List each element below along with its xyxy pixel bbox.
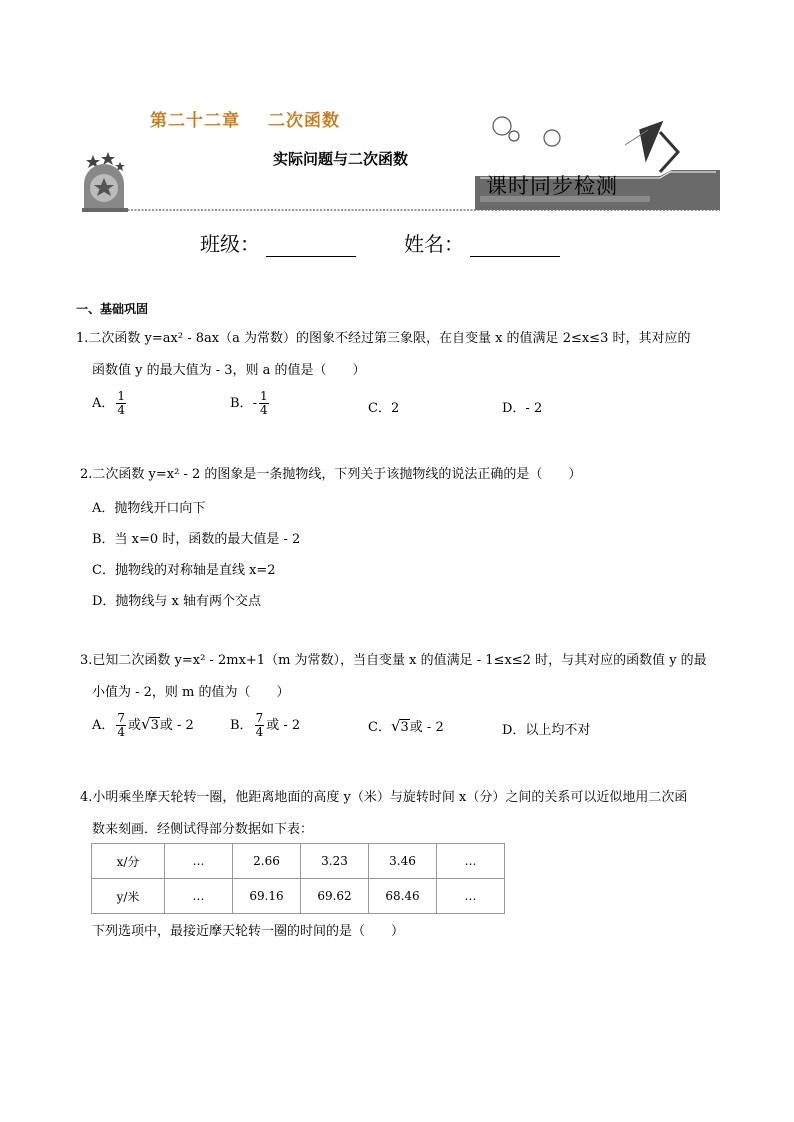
data-table: [91, 843, 505, 914]
name-blank[interactable]: [470, 236, 560, 257]
question-3: [76, 645, 726, 709]
question-3-line-1: 3.已知二次函数 y=x² - 2mx+1（m 为常数），当自变量 x 的值满足 - 1≤x≤2 时，与其对应的函数值 y 的最: [80, 653, 707, 668]
table-row: [92, 844, 505, 879]
lesson-title: 实际问题与二次函数: [273, 150, 409, 168]
bubbles-decoration: [493, 117, 560, 146]
question-2-line-1: 2.二次函数 y=x² - 2 的图象是一条抛物线，下列关于该抛物线的说法正确的是（ ）: [80, 467, 582, 482]
question-3-line-2: 小值为 - 2，则 m 的值为（ ）: [92, 685, 290, 700]
q1-option-a[interactable]: A． $\frac{1}{4}$: [92, 389, 126, 417]
q2-option-d[interactable]: D．抛物线与 x 轴有两个交点: [92, 594, 262, 609]
question-1: [76, 323, 726, 387]
question-1-line-1: 1.二次函数 y=ax² - 8ax（a 为常数）的图象不经过第三象限，在自变量 x 的值满足 2≤x≤3 时，其对应的: [76, 331, 691, 346]
lamp-icon: [625, 122, 678, 172]
chapter-title: 二次函数: [268, 111, 340, 131]
banner-title: 课时同步检测: [486, 174, 618, 198]
question-2: [76, 459, 726, 491]
table-cell: …: [165, 844, 233, 879]
question-4-line-2: 数来刻画．经侧试得部分数据如下表：: [92, 822, 314, 837]
table-cell: 69.62: [301, 879, 369, 914]
q3-option-b[interactable]: B． $\frac{7}{4}$ 或 - 2: [230, 711, 301, 739]
question-4-line-1: 4.小明乘坐摩天轮转一圈，他距离地面的高度 y（米）与旋转时间 x（分）之间的关系可以近似地用二次函: [80, 790, 688, 805]
table-cell: …: [165, 879, 233, 914]
name-label: 姓名：: [404, 232, 464, 256]
table-cell: 69.16: [233, 879, 301, 914]
section-title: 一、基础巩固: [76, 302, 149, 316]
q3-option-d[interactable]: D．以上均不对: [502, 723, 591, 738]
table-row: [92, 879, 505, 914]
badge-icon: [82, 164, 128, 212]
table-cell: y/米: [92, 879, 165, 914]
chapter-heading: [150, 106, 340, 131]
question-4-after: 下列选项中，最接近摩天轮转一圈的时间的是（ ）: [92, 924, 405, 939]
class-blank[interactable]: [266, 236, 356, 257]
class-label: 班级：: [200, 232, 260, 256]
q1-option-b[interactable]: B．- $\frac{1}{4}$: [230, 389, 268, 417]
q1-option-d[interactable]: D．- 2: [502, 401, 543, 416]
table-cell: 3.46: [369, 844, 437, 879]
q2-option-a[interactable]: A．抛物线开口向下: [92, 501, 206, 516]
student-info: [200, 228, 560, 257]
q2-option-b[interactable]: B．当 x=0 时，函数的最大值是 - 2: [92, 532, 301, 547]
chapter-number: 第二十二章: [150, 111, 240, 131]
q3-option-c[interactable]: C．√3或 - 2: [368, 717, 444, 735]
table-cell: …: [437, 879, 505, 914]
table-cell: 3.23: [301, 844, 369, 879]
table-cell: x/分: [92, 844, 165, 879]
table-cell: 68.46: [369, 879, 437, 914]
q3-option-a[interactable]: A． $\frac{7}{4}$ 或√3或 - 2: [92, 711, 194, 739]
table-cell: 2.66: [233, 844, 301, 879]
table-cell: …: [437, 844, 505, 879]
q2-option-c[interactable]: C．抛物线的对称轴是直线 x=2: [92, 563, 276, 578]
q1-option-c[interactable]: C．2: [368, 401, 400, 416]
question-1-line-2: 函数值 y 的最大值为 - 3，则 a 的值是（ ）: [92, 363, 366, 378]
question-4: [76, 782, 726, 846]
